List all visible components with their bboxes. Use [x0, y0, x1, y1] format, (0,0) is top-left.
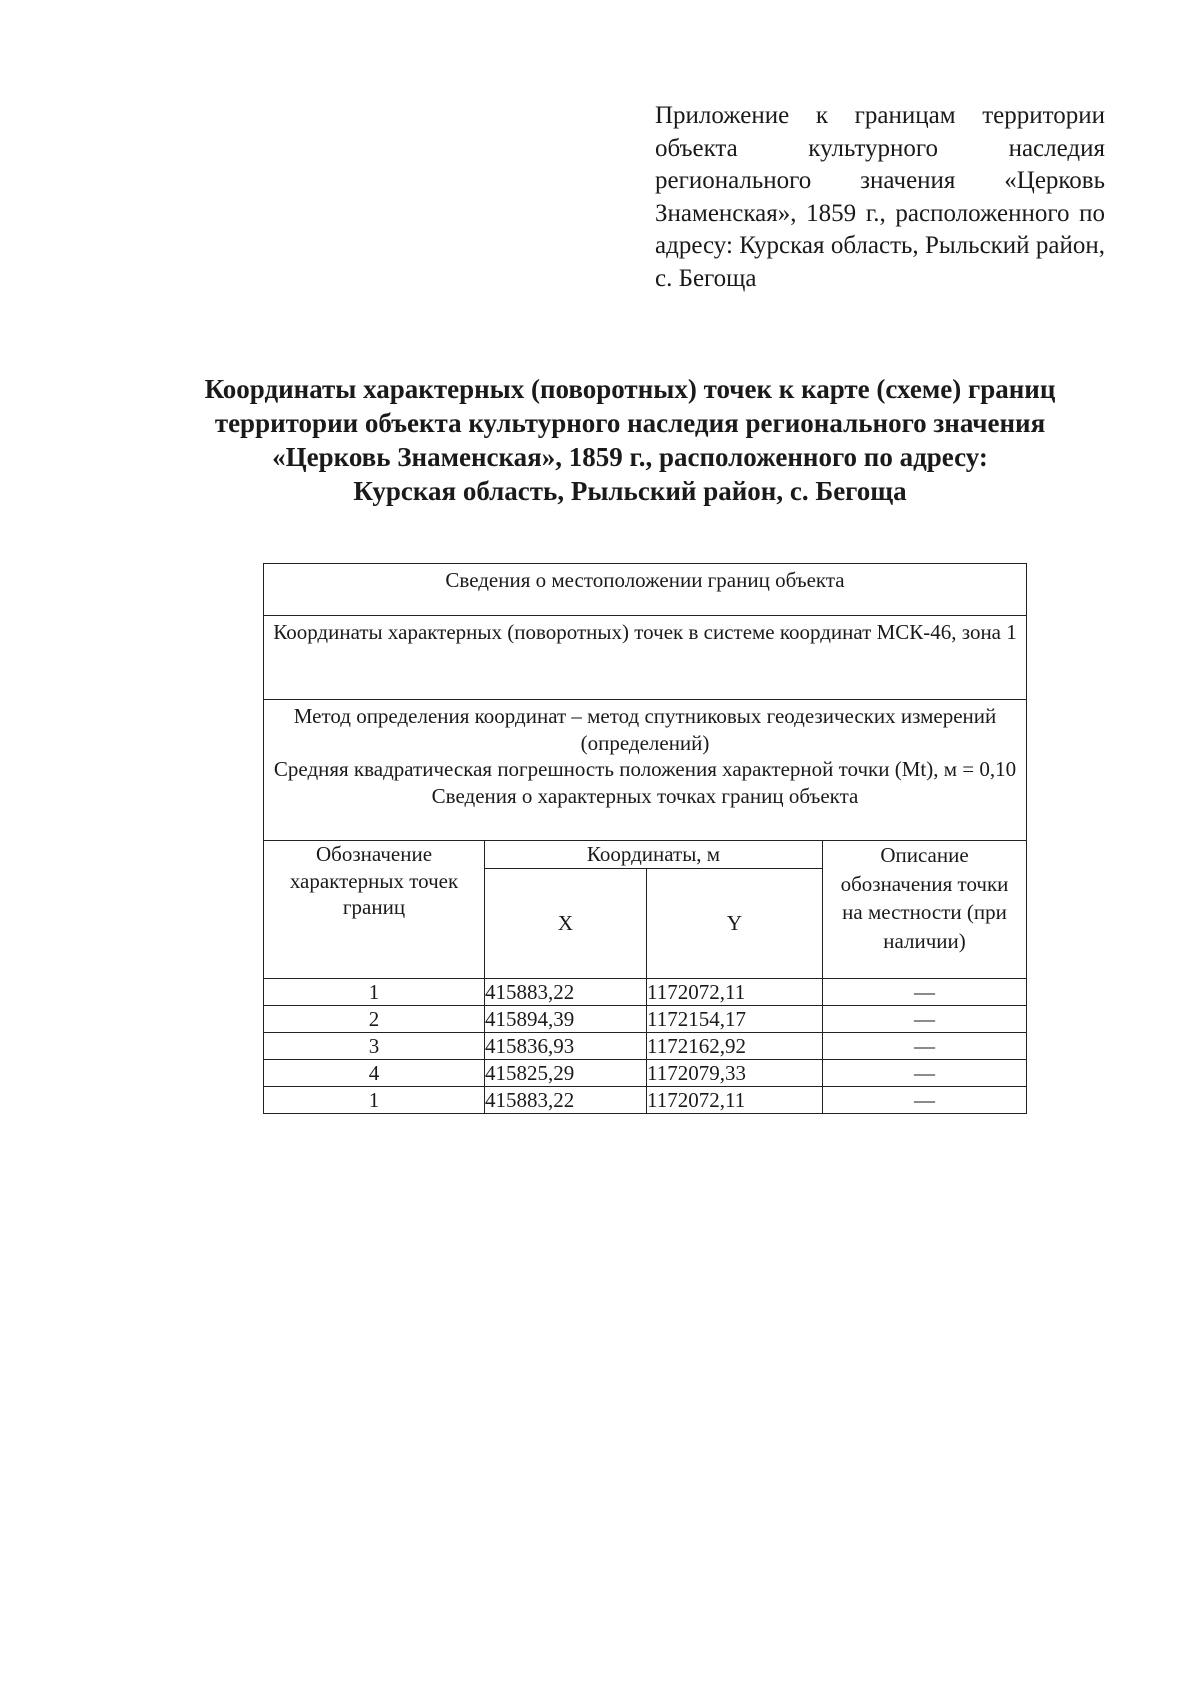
point-number: 3 [264, 1032, 485, 1059]
method-text: Метод определения координат – метод спутниковых геодезических измерений (определений) [293, 704, 997, 755]
column-header-description: Описание обозначения точки на местности (при наличии) [823, 841, 1027, 979]
point-number: 2 [264, 1005, 485, 1032]
table-row [264, 978, 1027, 1005]
point-description: — [823, 1059, 1027, 1086]
coordinate-system-header: Координаты характерных (поворотных) точек в системе координат МСК-46, зона 1 [264, 616, 1027, 700]
accuracy-text: Средняя квадратическая погрешность положения характерной точки (Mt), м = 0,10 [273, 757, 1017, 781]
column-header-x: X [485, 868, 647, 978]
point-description: — [823, 1086, 1027, 1113]
x-coordinate: 415883,22 [485, 978, 647, 1005]
y-coordinate: 1172079,33 [647, 1059, 823, 1086]
column-header-y: Y [647, 868, 823, 978]
document-title: Координаты характерных (поворотных) точек к карте (схеме) границ территории объекта культурного наследия регионального значения «Церковь Знаменская», 1859 г., расположенного по адресу: Курская область, Рыльский район, с. Бегоща [204, 374, 1056, 506]
table-row [264, 1032, 1027, 1059]
table-row [264, 616, 1027, 700]
y-coordinate: 1172162,92 [647, 1032, 823, 1059]
table-header-row [264, 841, 1027, 869]
points-header: Сведения о характерных точках границ объекта [431, 783, 859, 808]
x-coordinate: 415883,22 [485, 1086, 647, 1113]
point-description: — [823, 978, 1027, 1005]
table-row [264, 1005, 1027, 1032]
y-coordinate: 1172154,17 [647, 1005, 823, 1032]
method-cell [264, 700, 1027, 841]
x-coordinate: 415836,93 [485, 1032, 647, 1059]
point-description: — [823, 1032, 1027, 1059]
x-coordinate: 415894,39 [485, 1005, 647, 1032]
x-coordinate: 415825,29 [485, 1059, 647, 1086]
point-number: 4 [264, 1059, 485, 1086]
table-row [264, 1059, 1027, 1086]
info-header: Сведения о местоположении границ объекта [264, 564, 1027, 616]
column-header-designation: Обозначение характерных точек границ [264, 841, 485, 979]
point-description: — [823, 1005, 1027, 1032]
appendix-note: Приложение к границам территории объекта культурного наследия регионального значения «Церковь Знаменская», 1859 г., расположенного по адресу: Курская область, Рыльский район, с. Бегоща [655, 102, 1105, 292]
y-coordinate: 1172072,11 [647, 1086, 823, 1113]
y-coordinate: 1172072,11 [647, 978, 823, 1005]
table-row [264, 700, 1027, 841]
table-row [264, 1086, 1027, 1113]
coordinates-table [263, 563, 1027, 1114]
table-row [264, 564, 1027, 616]
point-number: 1 [264, 978, 485, 1005]
point-number: 1 [264, 1086, 485, 1113]
column-header-coordinates: Координаты, м [485, 841, 823, 869]
